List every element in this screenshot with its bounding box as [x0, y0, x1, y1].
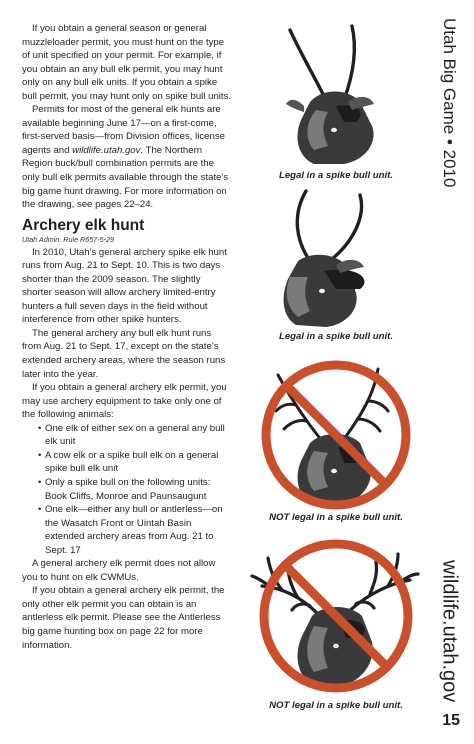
body-text-column — [22, 22, 232, 652]
archery-heading: Archery elk hunt — [22, 216, 145, 234]
elk-figure-4 — [248, 530, 424, 711]
figure-caption: NOT legal in a spike bull unit. — [269, 700, 403, 711]
mature-bull-elk-illustration — [248, 530, 424, 695]
archery-paragraph-4: A general archery elk permit does not allow you to hunt on elk CWMUs. — [22, 558, 216, 583]
intro-paragraph-1: If you obtain a general season or general muzzleloader permit, you must hunt on the type of unit specified on your permit. For example, if you obtain an any bull elk permit, you may hunt only on any bull elk units. If you obtain a spike bull permit, you may hunt only on spike bull units. — [22, 23, 232, 102]
spike-elk-illustration — [248, 185, 424, 330]
list-item: • One elk of either sex on a general any bull elk unit — [38, 422, 232, 449]
elk-figure-3 — [248, 355, 424, 523]
list-item: • One elk—either any bull or antlerless—on the Wasatch Front or Uintah Basin extended archery areas from Aug. 21 to Sept. 17 — [38, 503, 232, 557]
rule-reference: Utah Admin. Rule R657-5-29 — [22, 234, 115, 244]
archery-paragraph-3: If you obtain a general archery elk permit, you may use archery equipment to take only one of the following animals: — [22, 382, 227, 421]
intro-p2-text: Permits for most of the general elk hunts are available beginning June 17—on a first-come, first-served basis—from Division offices, license agents and — [22, 104, 225, 156]
spike-elk-illustration — [248, 18, 424, 168]
list-item: • A cow elk or a spike bull elk on a general spike bull elk unit — [38, 449, 232, 476]
intro-paragraph-2 — [22, 103, 232, 211]
list-item: • Only a spike bull on the following units: Book Cliffs, Monroe and Paunsaugunt — [38, 476, 232, 503]
sidebar-website — [434, 560, 464, 710]
sidebar-title — [434, 18, 464, 228]
archery-paragraph-2: The general archery any bull elk hunt runs from Aug. 21 to Sept. 17, except on the state's extended archery areas, where the season runs later into the year. — [22, 327, 226, 380]
figure-caption: Legal in a spike bull unit. — [278, 331, 394, 342]
animal-options-list — [38, 422, 232, 557]
archery-paragraph-5: If you obtain a general archery elk permit, the only other elk permit you can obtain is an antlerless elk permit. Please see the Antlerless big game hunting box on page 22 for more information. — [22, 585, 225, 651]
page-number: 15 — [442, 712, 460, 729]
publication-title: Utah Big Game • 2010 — [440, 18, 459, 188]
website-link[interactable]: wildlife.utah.gov — [72, 144, 141, 156]
elk-figure-1 — [248, 18, 424, 181]
website-url[interactable]: wildlife.utah.gov — [438, 560, 461, 703]
elk-figure-2 — [248, 185, 424, 342]
archery-paragraph-1: In 2010, Utah's general archery spike elk hunt runs from Aug. 21 to Sept. 10. This is two days shorter than the 2009 season. The slightly shorter season will allow archery limited-entry hunters a full seven days in the field without interference from other spike hunters. — [22, 246, 227, 326]
elk-figures — [248, 0, 424, 744]
figure-caption: NOT legal in a spike bull unit. — [269, 512, 403, 523]
figure-caption: Legal in a spike bull unit. — [278, 170, 394, 181]
branched-elk-illustration — [248, 355, 424, 510]
intro-p2-text-end: . The Northern Region buck/bull combination permits are the only bull elk permits available through the state's big game hunt drawing. For more information on the drawing, see pages 22–24. — [22, 144, 229, 211]
